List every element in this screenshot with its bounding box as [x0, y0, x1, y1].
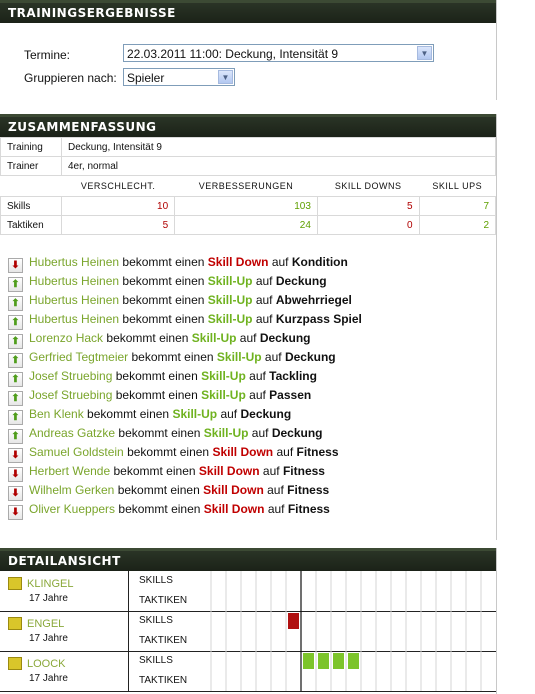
- event-text: bekommt einen: [115, 388, 198, 402]
- skill-name: Deckung: [259, 331, 311, 345]
- cell: 103: [175, 197, 318, 216]
- table-row: [1, 216, 496, 235]
- cell: 10: [62, 197, 175, 216]
- event-item: [8, 253, 362, 272]
- event-text: auf: [239, 331, 257, 345]
- arrow-up-icon: ⬆: [8, 315, 23, 330]
- event-keyword: Skill-Up: [201, 369, 246, 383]
- event-text: auf: [255, 312, 273, 326]
- cell: 0: [317, 216, 419, 235]
- arrow-up-icon: ⬆: [8, 296, 23, 311]
- skill-up-mark: [318, 653, 329, 669]
- skill-name: Deckung: [240, 407, 292, 421]
- event-keyword: Skill Down: [203, 502, 265, 516]
- event-text: auf: [249, 388, 266, 402]
- termine-value: 22.03.2011 11:00: Deckung, Intensität 9: [127, 47, 339, 61]
- row-label: Taktiken: [1, 216, 62, 235]
- player-name[interactable]: KLINGEL: [27, 578, 74, 590]
- results-panel: [0, 0, 497, 100]
- col-header: VERSCHLECHT.: [80, 181, 156, 191]
- arrow-up-icon: ⬆: [8, 334, 23, 349]
- skill-up-mark: [333, 653, 344, 669]
- skills-label: SKILLS: [128, 571, 196, 591]
- event-text: bekommt einen: [131, 350, 214, 364]
- event-text: auf: [255, 293, 273, 307]
- training-row: [1, 138, 496, 157]
- event-text: bekommt einen: [113, 464, 196, 478]
- player-link[interactable]: Ben Klenk: [29, 407, 84, 421]
- event-text: bekommt einen: [118, 426, 201, 440]
- trainer-value: 4er, normal: [62, 157, 496, 176]
- cell: 7: [419, 197, 496, 216]
- group-label: Gruppieren nach:: [24, 71, 117, 85]
- cell: 5: [317, 197, 419, 216]
- event-keyword: Skill Down: [198, 464, 260, 478]
- player-link[interactable]: Gerfried Tegtmeier: [29, 350, 129, 364]
- event-text: auf: [249, 369, 266, 383]
- event-item: [8, 405, 362, 424]
- arrow-down-icon: ⬇: [8, 505, 23, 520]
- skill-name: Fitness: [287, 502, 330, 516]
- skill-name: Tackling: [269, 369, 317, 383]
- event-text: auf: [264, 350, 282, 364]
- player-link[interactable]: Oliver Kueppers: [29, 502, 116, 516]
- arrow-down-icon: ⬇: [8, 486, 23, 501]
- event-item: [8, 329, 362, 348]
- group-value: Spieler: [127, 71, 165, 85]
- event-text: auf: [255, 274, 273, 288]
- row-label: Skills: [1, 197, 62, 216]
- event-text: bekommt einen: [122, 293, 205, 307]
- cell: 2: [419, 216, 496, 235]
- trainer-row: [1, 157, 496, 176]
- player-info: [8, 657, 128, 684]
- event-text: bekommt einen: [115, 369, 198, 383]
- player-link[interactable]: Hubertus Heinen: [29, 293, 120, 307]
- event-text: bekommt einen: [106, 331, 189, 345]
- skill-name: Abwehrriegel: [275, 293, 352, 307]
- detail-row: [0, 571, 496, 612]
- player-link[interactable]: Hubertus Heinen: [29, 312, 120, 326]
- event-text: bekommt einen: [117, 483, 200, 497]
- training-value: Deckung, Intensität 9: [62, 138, 496, 157]
- detail-row: [0, 651, 496, 692]
- arrow-up-icon: ⬆: [8, 372, 23, 387]
- detail-row: [0, 611, 496, 652]
- group-select[interactable]: [123, 68, 235, 86]
- event-text: auf: [251, 426, 269, 440]
- detail-panel: [0, 548, 497, 694]
- player-badge-icon: [8, 577, 22, 590]
- skill-down-mark: [288, 613, 299, 629]
- player-link[interactable]: Hubertus Heinen: [29, 274, 120, 288]
- tactics-label: TAKTIKEN: [128, 631, 196, 651]
- skill-name: Fitness: [282, 464, 325, 478]
- event-item: [8, 443, 362, 462]
- event-item: [8, 481, 362, 500]
- termine-label: Termine:: [24, 48, 71, 62]
- skills-label: SKILLS: [128, 611, 196, 631]
- player-link[interactable]: Samuel Goldstein: [29, 445, 124, 459]
- results-header: TRAININGSERGEBNISSE: [0, 0, 496, 23]
- player-age: 17 Jahre: [29, 633, 68, 644]
- event-text: bekommt einen: [122, 274, 205, 288]
- col-header: SKILL UPS: [432, 181, 483, 191]
- player-link[interactable]: Josef Struebing: [29, 388, 113, 402]
- skill-name: Kondition: [291, 255, 348, 269]
- event-keyword: Skill-Up: [191, 331, 237, 345]
- event-item: [8, 272, 362, 291]
- summary-table: [0, 137, 496, 235]
- player-link[interactable]: Herbert Wende: [29, 464, 111, 478]
- arrow-down-icon: ⬇: [8, 258, 23, 273]
- arrow-up-icon: ⬆: [8, 429, 23, 444]
- summary-header-row: [1, 176, 496, 197]
- trainer-label: Trainer: [1, 157, 62, 176]
- arrow-up-icon: ⬆: [8, 410, 23, 425]
- player-name[interactable]: ENGEL: [27, 618, 65, 630]
- chevron-down-icon[interactable]: ▼: [417, 46, 432, 60]
- event-item: [8, 367, 362, 386]
- event-keyword: Skill-Up: [207, 274, 253, 288]
- skill-name: Deckung: [284, 350, 336, 364]
- event-keyword: Skill-Up: [207, 312, 253, 326]
- change-grid: [196, 571, 496, 611]
- player-age: 17 Jahre: [29, 593, 68, 604]
- event-keyword: Skill Down: [203, 483, 264, 497]
- player-link[interactable]: Andreas Gatzke: [29, 426, 116, 440]
- event-keyword: Skill-Up: [207, 293, 253, 307]
- player-age: 17 Jahre: [29, 673, 68, 684]
- event-keyword: Skill-Up: [201, 388, 246, 402]
- skill-name: Deckung: [271, 426, 323, 440]
- col-header: VERBESSERUNGEN: [198, 181, 294, 191]
- event-keyword: Skill Down: [212, 445, 274, 459]
- event-text: auf: [267, 502, 285, 516]
- skill-name: Deckung: [275, 274, 327, 288]
- skill-up-mark: [348, 653, 359, 669]
- event-item: [8, 386, 362, 405]
- event-text: auf: [220, 407, 238, 421]
- event-text: auf: [276, 445, 294, 459]
- training-label: Training: [1, 138, 62, 157]
- skill-name: Passen: [269, 388, 312, 402]
- player-badge-icon: [8, 617, 22, 630]
- change-grid: [196, 651, 496, 691]
- summary-panel: [0, 114, 497, 540]
- player-link[interactable]: Hubertus Heinen: [29, 255, 120, 269]
- cell: 24: [175, 216, 318, 235]
- player-link[interactable]: Wilhelm Gerken: [29, 483, 115, 497]
- detail-header: DETAILANSICHT: [0, 548, 496, 571]
- player-link[interactable]: Lorenzo Hack: [29, 331, 104, 345]
- event-item: [8, 462, 362, 481]
- event-item: [8, 310, 362, 329]
- player-badge-icon: [8, 657, 22, 670]
- event-keyword: Skill-Up: [172, 407, 218, 421]
- termine-select[interactable]: [123, 44, 434, 62]
- skill-name: Kurzpass Spiel: [275, 312, 362, 326]
- event-text: auf: [267, 483, 284, 497]
- event-list: [8, 253, 362, 519]
- arrow-up-icon: ⬆: [8, 391, 23, 406]
- event-keyword: Skill Down: [207, 255, 269, 269]
- event-keyword: Skill-Up: [216, 350, 262, 364]
- tactics-label: TAKTIKEN: [128, 671, 196, 691]
- skill-up-mark: [303, 653, 314, 669]
- event-item: [8, 424, 362, 443]
- event-item: [8, 348, 362, 367]
- summary-header: ZUSAMMENFASSUNG: [0, 114, 496, 137]
- player-info: [8, 617, 128, 644]
- event-item: [8, 500, 362, 519]
- change-grid: [196, 611, 496, 651]
- arrow-up-icon: ⬆: [8, 277, 23, 292]
- event-text: bekommt einen: [122, 255, 205, 269]
- event-text: auf: [262, 464, 280, 478]
- skills-label: SKILLS: [128, 651, 196, 671]
- table-row: [1, 197, 496, 216]
- event-text: auf: [271, 255, 289, 269]
- event-keyword: Skill-Up: [203, 426, 249, 440]
- tactics-label: TAKTIKEN: [128, 591, 196, 611]
- event-text: bekommt einen: [87, 407, 170, 421]
- event-text: bekommt einen: [118, 502, 201, 516]
- player-link[interactable]: Josef Struebing: [29, 369, 113, 383]
- arrow-down-icon: ⬇: [8, 467, 23, 482]
- event-text: bekommt einen: [127, 445, 210, 459]
- player-info: [8, 577, 128, 604]
- chevron-down-icon[interactable]: ▼: [218, 70, 233, 84]
- cell: 5: [62, 216, 175, 235]
- event-text: bekommt einen: [122, 312, 205, 326]
- player-name[interactable]: LOOCK: [27, 658, 66, 670]
- event-item: [8, 291, 362, 310]
- skill-name: Fitness: [287, 483, 330, 497]
- col-header: SKILL DOWNS: [334, 181, 402, 191]
- arrow-up-icon: ⬆: [8, 353, 23, 368]
- arrow-down-icon: ⬇: [8, 448, 23, 463]
- skill-name: Fitness: [296, 445, 339, 459]
